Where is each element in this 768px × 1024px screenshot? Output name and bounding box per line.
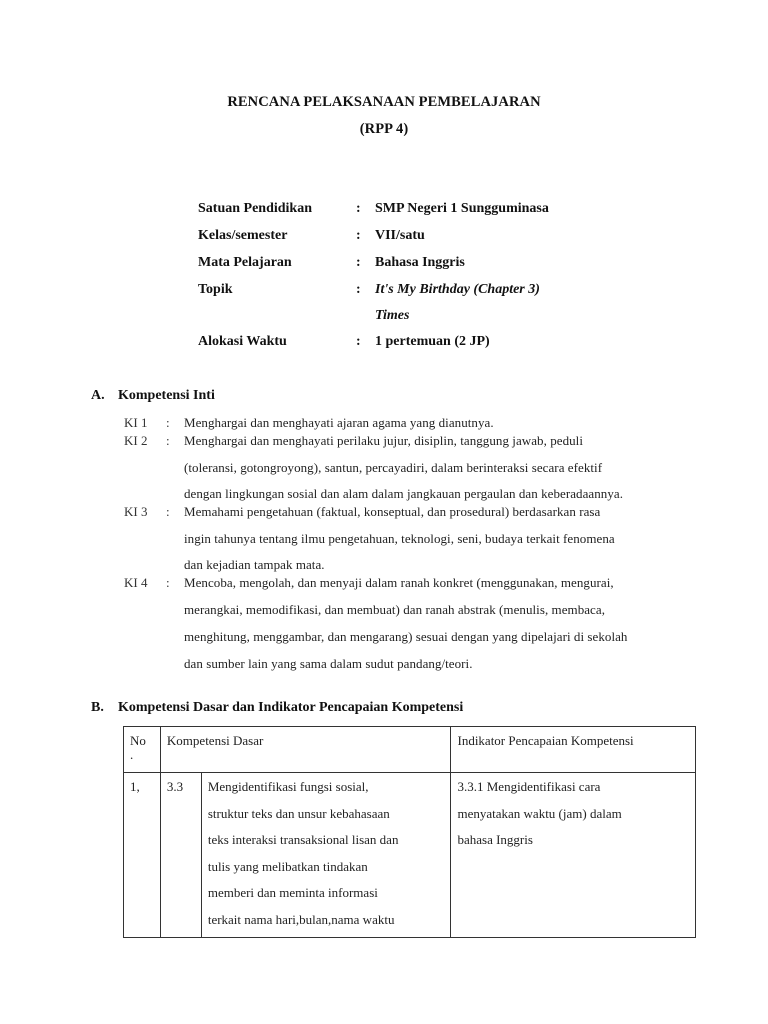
identity-value: It's My Birthday (Chapter 3) [375, 282, 540, 297]
row-no: 1, [130, 779, 140, 794]
ki-text-line: dan sumber lain yang sama dalam sudut pandang/teori. [184, 656, 473, 671]
header-kd [160, 727, 451, 773]
identity-value: SMP Negeri 1 Sungguminasa [375, 201, 549, 216]
ki-text-line: dan kejadian tampak mata. [184, 557, 325, 572]
table-row [124, 773, 696, 938]
ki-text-line: Mencoba, mengolah, dan menyaji dalam ranah konkret (menggunakan, mengurai, [184, 575, 614, 590]
section-title: Kompetensi Inti [118, 388, 215, 403]
header-kd-label: Kompetensi Dasar [166, 733, 264, 748]
ipk-text-line: bahasa Inggris [457, 832, 533, 848]
ki-colon: : [166, 415, 170, 430]
header-ipk [451, 727, 696, 773]
ipk-text-line: 3.3.1 Mengidentifikasi cara [457, 779, 601, 794]
ki-text-line: dengan lingkungan sosial dan alam dalam jangkauan pergaulan dan keberadaannya. [184, 486, 623, 501]
kd-text-line: tulis yang melibatkan tindakan [207, 858, 368, 874]
kd-text-line: teks interaksi transaksional lisan dan [207, 832, 399, 848]
cell-ipk [451, 773, 696, 938]
ki-label: KI 2 [124, 433, 148, 448]
identity-colon: : [356, 282, 361, 297]
ki-text-line: menghitung, menggambar, dan mengarang) sesuai dengan yang dipelajari di sekolah [184, 629, 628, 644]
identity-colon: : [356, 228, 361, 243]
kd-text-line: memberi dan meminta informasi [207, 885, 378, 901]
ki-text-line: (toleransi, gotongroyong), santun, percayadiri, dalam berinteraksi secara efektif [184, 460, 603, 475]
section-title: Kompetensi Dasar dan Indikator Pencapaian Kompetensi [118, 700, 464, 715]
identity-label: Satuan Pendidikan [198, 201, 312, 216]
table-header-row [124, 727, 696, 773]
header-no-dot: . [130, 747, 134, 762]
ki-colon: : [166, 504, 170, 519]
identity-value-continued: Times [375, 308, 410, 323]
kd-text-line: Mengidentifikasi fungsi sosial, [207, 779, 369, 794]
ki-colon: : [166, 575, 170, 590]
ki-label: KI 1 [124, 415, 148, 430]
identity-value: VII/satu [375, 228, 425, 243]
document-title: RENCANA PELAKSANAAN PEMBELAJARAN [227, 94, 541, 110]
header-no [124, 727, 161, 773]
cell-no [124, 773, 161, 938]
kd-text-line: terkait nama hari,bulan,nama waktu [207, 911, 395, 927]
ki-label: KI 4 [124, 575, 148, 590]
ki-text-line: Menghargai dan menghayati perilaku jujur, disiplin, tanggung jawab, peduli [184, 433, 583, 448]
header-ipk-label: Indikator Pencapaian Kompetensi [457, 733, 634, 748]
ki-text-line: merangkai, memodifikasi, dan membuat) dan ranah abstrak (menulis, membaca, [184, 602, 606, 617]
kd-table [123, 726, 696, 938]
ipk-text-line: menyatakan waktu (jam) dalam [457, 805, 622, 821]
identity-label: Alokasi Waktu [198, 334, 287, 349]
section-letter: B. [91, 700, 104, 715]
identity-label: Topik [198, 282, 233, 297]
identity-label: Mata Pelajaran [198, 255, 292, 270]
ki-text-line: Menghargai dan menghayati ajaran agama yang dianutnya. [184, 415, 494, 430]
document-subtitle: (RPP 4) [359, 121, 409, 137]
kd-text-line: struktur teks dan unsur kebahasaan [207, 805, 390, 821]
ki-text-line: Memahami pengetahuan (faktual, konseptual, dan prosedural) berdasarkan rasa [184, 504, 601, 519]
ki-colon: : [166, 433, 170, 448]
identity-value: 1 pertemuan (2 JP) [375, 334, 490, 349]
identity-colon: : [356, 334, 361, 349]
header-no-label: No [130, 733, 146, 748]
identity-colon: : [356, 201, 361, 216]
kd-code: 3.3 [166, 779, 184, 794]
cell-kd [201, 773, 451, 938]
identity-value: Bahasa Inggris [375, 255, 465, 270]
cell-code [160, 773, 201, 938]
identity-label: Kelas/semester [198, 228, 288, 243]
ki-label: KI 3 [124, 504, 148, 519]
ki-text-line: ingin tahunya tentang ilmu pengetahuan, teknologi, seni, budaya terkait fenomena [184, 531, 615, 546]
section-letter: A. [91, 388, 105, 403]
identity-colon: : [356, 255, 361, 270]
